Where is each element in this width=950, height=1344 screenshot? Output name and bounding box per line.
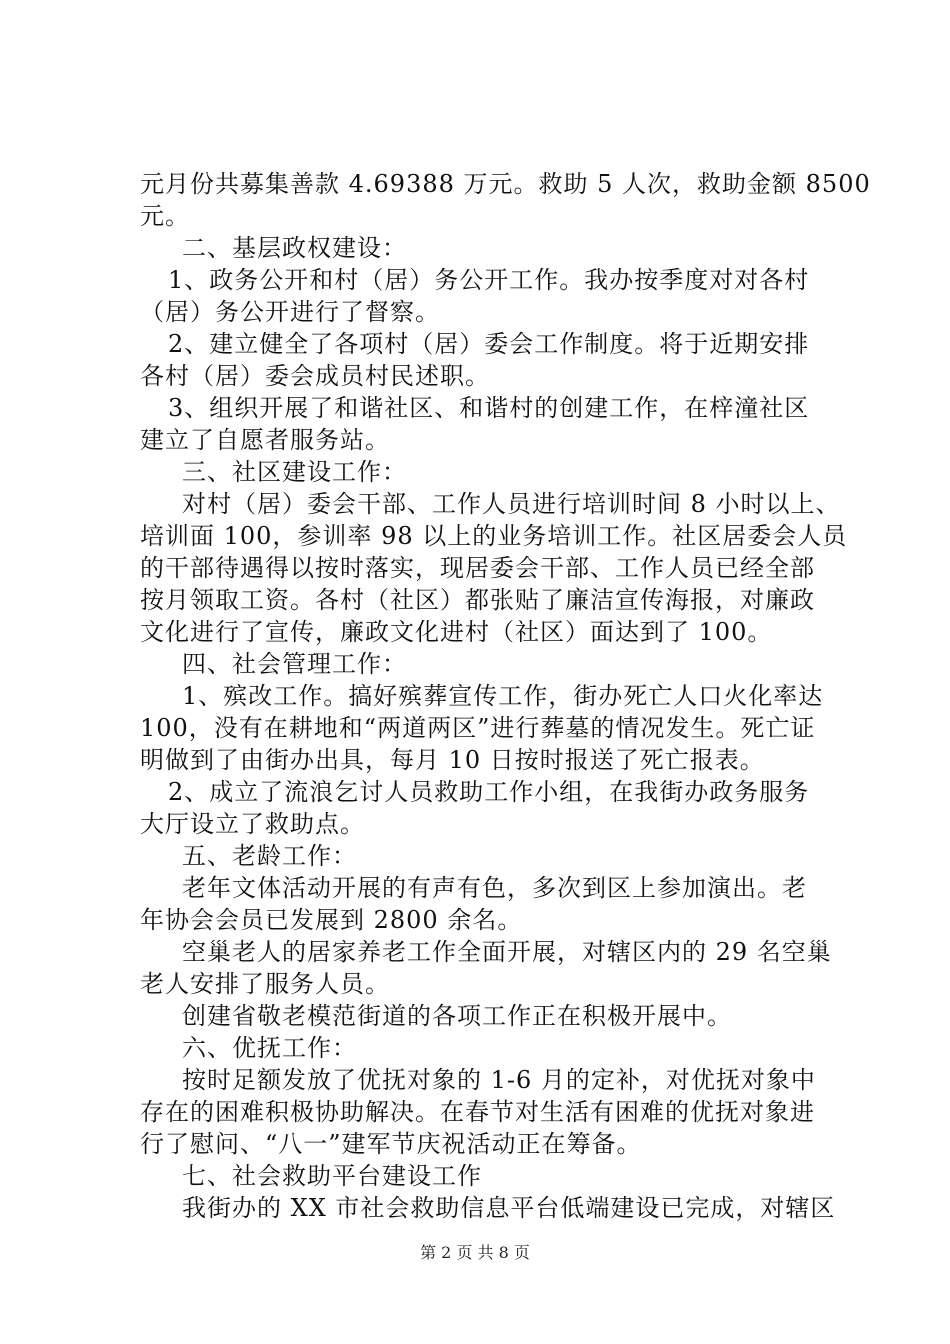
body-line: 1、殡改工作。搞好殡葬宣传工作，街办死亡人口火化率达 [182,682,824,710]
body-line: 文化进行了宣传，廉政文化进村（社区）面达到了 100。 [140,618,773,646]
body-line: 我街办的 XX 市社会救助信息平台低端建设已完成，对辖区 [182,1194,836,1222]
body-line: 的干部待遇得以按时落实，现居委会干部、工作人员已经全部 [140,554,815,582]
section-heading: 三、社区建设工作： [182,458,407,486]
body-line: 各村（居）委会成员村民述职。 [140,362,490,390]
body-line: 2、建立健全了各项村（居）委会工作制度。将于近期安排 [168,330,810,358]
body-line: 1、政务公开和村（居）务公开工作。我办按季度对对各村 [168,266,810,294]
body-line: 空巢老人的居家养老工作全面开展，对辖区内的 29 名空巢 [182,938,832,966]
body-line: 创建省敬老模范街道的各项工作正在积极开展中。 [182,1002,732,1030]
body-line: （居）务公开进行了督察。 [140,298,440,326]
section-heading: 六、优抚工作： [182,1034,357,1062]
body-line: 老年文体活动开展的有声有色，多次到区上参加演出。老 [182,874,807,902]
section-heading: 四、社会管理工作： [182,650,407,678]
body-line: 元月份共募集善款 4.69388 万元。救助 5 人次，救助金额 8500 [140,170,871,198]
body-line: 存在的困难积极协助解决。在春节对生活有困难的优抚对象进 [140,1098,815,1126]
section-heading: 五、老龄工作： [182,842,357,870]
document-body [140,168,871,1224]
body-line: 老人安排了服务人员。 [140,970,390,998]
body-line: 按时足额发放了优抚对象的 1-6 月的定补，对优抚对象中 [182,1066,816,1094]
section-heading: 二、基层政权建设： [182,234,407,262]
body-line: 行了慰问、“八一”建军节庆祝活动正在筹备。 [140,1130,642,1158]
body-line: 明做到了由街办出具，每月 10 日按时报送了死亡报表。 [140,746,765,774]
body-line: 元。 [140,202,190,230]
body-line: 大厅设立了救助点。 [140,810,365,838]
body-line: 年协会会员已发展到 2800 余名。 [140,906,523,934]
body-line: 100，没有在耕地和“两道两区”进行葬墓的情况发生。死亡证 [140,714,816,742]
body-line: 对村（居）委会干部、工作人员进行培训时间 8 小时以上、 [182,490,841,518]
body-line: 按月领取工资。各村（社区）都张贴了廉洁宣传海报，对廉政 [140,586,815,614]
body-line: 培训面 100，参训率 98 以上的业务培训工作。社区居委会人员 [140,522,848,550]
body-line: 3、组织开展了和谐社区、和谐村的创建工作，在梓潼社区 [168,394,810,422]
page-footer: 第 2 页 共 8 页 [420,1243,530,1262]
body-line: 建立了自愿者服务站。 [140,426,390,454]
body-line: 2、成立了流浪乞讨人员救助工作小组，在我街办政务服务 [168,778,810,806]
section-heading: 七、社会救助平台建设工作 [182,1162,482,1190]
